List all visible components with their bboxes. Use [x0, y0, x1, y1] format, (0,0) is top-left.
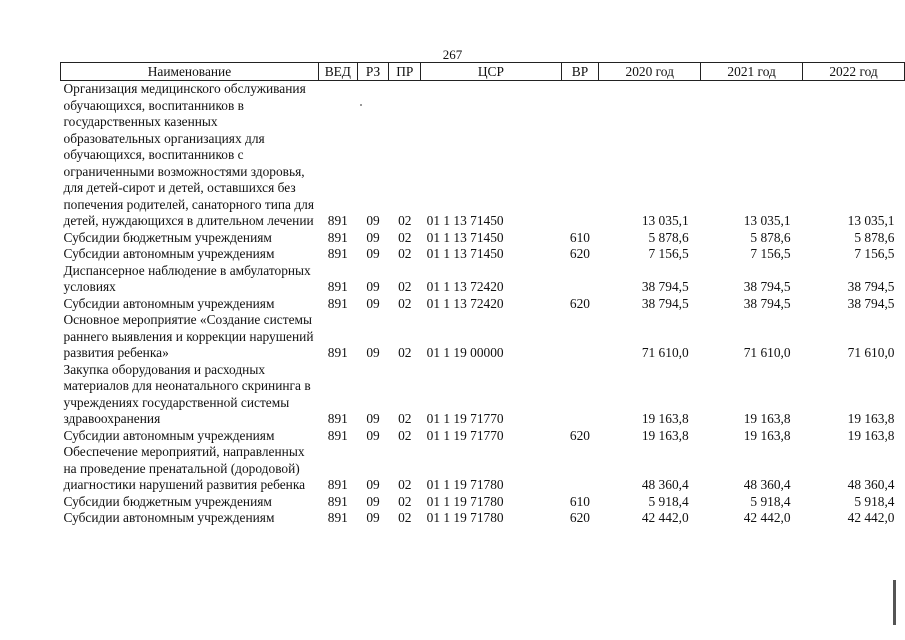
cell-csr: 01 1 19 71780 [426, 510, 504, 525]
cell-vr [561, 362, 599, 428]
cell-rz: 09 [366, 510, 380, 525]
cell-csr: 01 1 13 72420 [426, 295, 504, 311]
cell-2020: 5 878,6 [648, 229, 689, 245]
cell-2021: 13 035,1 [743, 213, 791, 228]
cell-ved: 891 [327, 279, 348, 294]
cell-csr: 01 1 19 71780 [426, 477, 504, 492]
header-2022: 2022 год [803, 63, 905, 81]
cell-vr: 620 [569, 295, 590, 311]
cell-2022: 7 156,5 [854, 246, 895, 261]
cell-name: Субсидии автономным учреждениям [63, 427, 275, 443]
header-csr: ЦСР [421, 63, 562, 81]
cell-2021: 5 878,6 [750, 229, 791, 245]
table-row [61, 230, 905, 247]
header-name: Наименование [61, 63, 319, 81]
cell-2022: 48 360,4 [847, 477, 895, 492]
table-row [61, 428, 905, 445]
table-row [61, 444, 905, 494]
cell-vr: 610 [569, 229, 590, 245]
cell-rz: 09 [366, 427, 380, 443]
page-number: 267 [442, 47, 463, 62]
table-row [61, 246, 905, 263]
scan-edge-mark [893, 580, 896, 625]
cell-2021: 5 918,4 [750, 493, 791, 509]
budget-table [60, 62, 905, 527]
cell-2020: 19 163,8 [641, 411, 689, 426]
cell-ved: 891 [327, 427, 348, 443]
cell-ved: 891 [327, 229, 348, 245]
table-row [61, 494, 905, 511]
cell-pr: 02 [398, 345, 412, 360]
cell-name: Диспансерное наблюдение в амбулаторных условиях [63, 262, 311, 294]
table-row [61, 362, 905, 428]
header-pr: ПР [389, 63, 421, 81]
cell-ved: 891 [327, 213, 348, 228]
scan-speck [360, 104, 362, 106]
table-row [61, 312, 905, 362]
cell-name: Субсидии автономным учреждениям [63, 510, 275, 525]
cell-ved: 891 [327, 493, 348, 509]
cell-2021: 7 156,5 [750, 246, 791, 261]
cell-rz: 09 [366, 295, 380, 311]
table-row [61, 81, 905, 230]
cell-rz: 09 [366, 493, 380, 509]
cell-2022: 42 442,0 [847, 510, 895, 525]
cell-2022: 38 794,5 [847, 295, 895, 311]
cell-2022: 71 610,0 [847, 345, 895, 360]
cell-2021: 42 442,0 [743, 510, 791, 525]
cell-2022: 13 035,1 [847, 213, 895, 228]
table-row [61, 510, 905, 527]
cell-pr: 02 [398, 493, 412, 509]
cell-vr: 620 [569, 427, 590, 443]
cell-ved: 891 [327, 295, 348, 311]
cell-csr: 01 1 19 71780 [426, 493, 504, 509]
cell-2021: 19 163,8 [743, 411, 791, 426]
cell-csr: 01 1 13 71450 [426, 213, 504, 228]
cell-rz: 09 [366, 345, 380, 360]
cell-2020: 48 360,4 [641, 477, 689, 492]
cell-2020: 42 442,0 [641, 510, 689, 525]
cell-csr: 01 1 19 71770 [426, 411, 504, 426]
cell-2020: 19 163,8 [641, 427, 689, 443]
header-2021: 2021 год [701, 63, 803, 81]
header-vr: ВР [561, 63, 599, 81]
table-row [61, 296, 905, 313]
cell-pr: 02 [398, 229, 412, 245]
cell-name: Субсидии автономным учреждениям [63, 295, 275, 311]
table-header-row [61, 63, 905, 81]
cell-2022: 19 163,8 [847, 411, 895, 426]
cell-2022: 19 163,8 [847, 427, 895, 443]
cell-vr: 620 [569, 246, 590, 261]
header-ved: ВЕД [318, 63, 357, 81]
header-rz: РЗ [357, 63, 389, 81]
header-2020: 2020 год [599, 63, 701, 81]
cell-vr [561, 81, 599, 230]
cell-name: Закупка оборудования и расходных материалов для неонатального скрининга в учреждениях государственной системы здравоохранения [63, 361, 311, 426]
cell-name: Субсидии бюджетным учреждениям [63, 229, 272, 245]
cell-ved: 891 [327, 246, 348, 261]
cell-2022: 38 794,5 [847, 279, 895, 294]
cell-vr [561, 263, 599, 296]
cell-vr [561, 312, 599, 362]
cell-rz: 09 [366, 279, 380, 294]
cell-2020: 5 918,4 [648, 493, 689, 509]
cell-name: Субсидии автономным учреждениям [63, 246, 275, 261]
cell-csr: 01 1 19 00000 [426, 345, 504, 360]
cell-pr: 02 [398, 246, 412, 261]
cell-2020: 7 156,5 [648, 246, 689, 261]
cell-2021: 71 610,0 [743, 345, 791, 360]
cell-2020: 71 610,0 [641, 345, 689, 360]
cell-pr: 02 [398, 477, 412, 492]
cell-2020: 38 794,5 [641, 295, 689, 311]
cell-2021: 38 794,5 [743, 279, 791, 294]
cell-2022: 5 918,4 [854, 493, 895, 509]
cell-name: Субсидии бюджетным учреждениям [63, 493, 272, 509]
cell-rz: 09 [366, 411, 380, 426]
cell-name: Основное мероприятие «Создание системы раннего выявления и коррекции нарушений развития ребенка» [63, 312, 314, 360]
cell-2020: 38 794,5 [641, 279, 689, 294]
cell-pr: 02 [398, 213, 412, 228]
cell-ved: 891 [327, 477, 348, 492]
cell-rz: 09 [366, 477, 380, 492]
cell-pr: 02 [398, 411, 412, 426]
table-row [61, 263, 905, 296]
cell-2021: 19 163,8 [743, 427, 791, 443]
cell-pr: 02 [398, 510, 412, 525]
cell-vr: 610 [569, 493, 590, 509]
cell-name: Организация медицинского обслуживания обучающихся, воспитанников в государственных казенных образовательных организациях для обучающихся, воспитанников с ограниченными возможностями здоровья, для детей-сирот и детей, оставшихся без попечения родителей, санаторного типа для детей, нуждающихся в длительном лечении [63, 81, 314, 228]
table-body [61, 81, 905, 527]
cell-ved: 891 [327, 345, 348, 360]
cell-vr: 620 [569, 510, 590, 525]
cell-pr: 02 [398, 279, 412, 294]
cell-2021: 38 794,5 [743, 295, 791, 311]
cell-csr: 01 1 13 72420 [426, 279, 504, 294]
cell-vr [561, 444, 599, 494]
cell-2021: 48 360,4 [743, 477, 791, 492]
cell-csr: 01 1 19 71770 [426, 427, 504, 443]
cell-ved: 891 [327, 510, 348, 525]
cell-csr: 01 1 13 71450 [426, 229, 504, 245]
cell-pr: 02 [398, 295, 412, 311]
cell-2020: 13 035,1 [641, 213, 689, 228]
cell-name: Обеспечение мероприятий, направленных на проведение пренатальной (дородовой) диагностики нарушений развития ребенка [63, 444, 306, 492]
cell-rz: 09 [366, 213, 380, 228]
cell-ved: 891 [327, 411, 348, 426]
cell-pr: 02 [398, 427, 412, 443]
cell-rz: 09 [366, 229, 380, 245]
cell-csr: 01 1 13 71450 [426, 246, 504, 261]
cell-2022: 5 878,6 [854, 229, 895, 245]
cell-rz: 09 [366, 246, 380, 261]
